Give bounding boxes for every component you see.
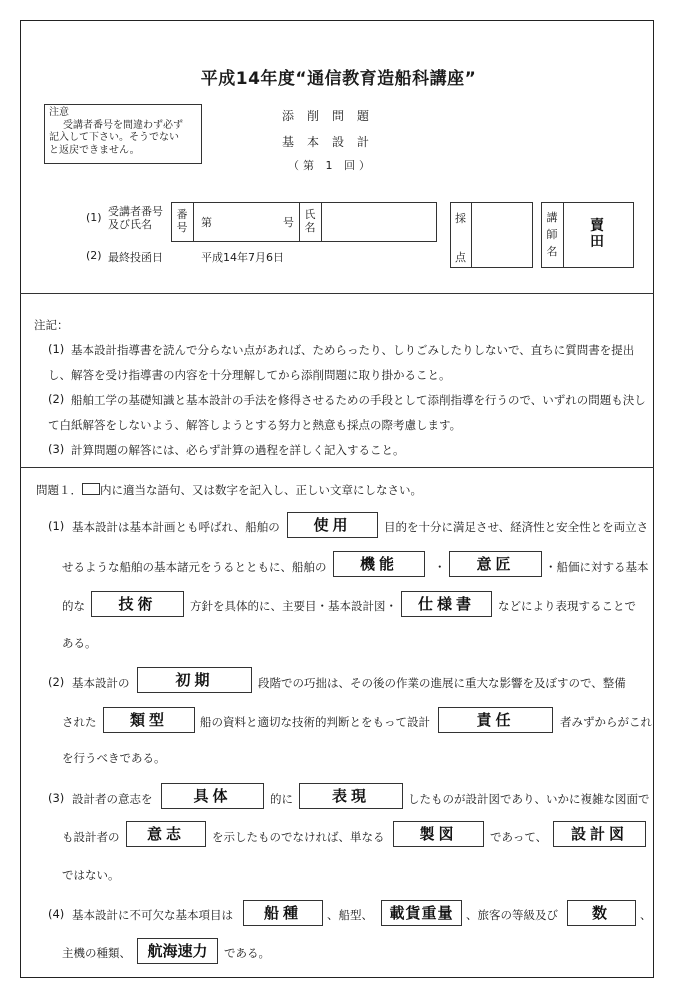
problem-number: 問題１． bbox=[36, 483, 82, 497]
q2-num: (2) bbox=[48, 675, 65, 689]
problem-instruction: 内に適当な語句、又は数字を記入し、正しい文章にしなさい。 bbox=[100, 483, 422, 497]
q3-text-6: であって、 bbox=[490, 830, 548, 844]
item1-num: (1) bbox=[86, 211, 102, 224]
deadline-date: 平成14年7月6日 bbox=[201, 251, 284, 264]
assignment-round: （第 1 回） bbox=[288, 159, 374, 172]
notice-box bbox=[44, 104, 202, 164]
problem-heading bbox=[36, 482, 422, 498]
divider bbox=[299, 202, 300, 242]
dai-label: 第 bbox=[201, 216, 212, 229]
note-3-num: (3) bbox=[48, 442, 65, 456]
q4-answer-1[interactable]: 船種 bbox=[243, 900, 323, 926]
note-1-line-b: し、解答を受け指導書の内容を十分理解してから添削問題に取り掛かること。 bbox=[48, 368, 451, 382]
page-title: 平成14年度“通信教育造船科講座” bbox=[200, 69, 477, 89]
item2-label: 最終投函日 bbox=[108, 251, 163, 264]
q2-answer-3[interactable]: 責任 bbox=[438, 707, 553, 733]
q3-answer-4[interactable]: 製図 bbox=[393, 821, 484, 847]
q4-text-1: 基本設計に不可欠な基本項目は bbox=[72, 908, 233, 922]
q1-text-3: せるような船舶の基本諸元をうるとともに、船舶の bbox=[62, 560, 327, 574]
q1-answer-1[interactable]: 使用 bbox=[287, 512, 378, 538]
q2-text-5: 者みずからがこれ bbox=[560, 715, 652, 729]
q1-text-8: などにより表現することで bbox=[498, 599, 636, 613]
note-1-line-a: 基本設計指導書を読んで分らない点があれば、ためらったり、しりごみしたりしないで、直ちに質問書を提出 bbox=[71, 343, 635, 357]
q2-text-4: 船の資料と適切な技術的判断とをもって設計 bbox=[200, 715, 430, 729]
item1-label bbox=[108, 205, 163, 231]
q1-answer-2[interactable]: 機能 bbox=[333, 551, 425, 577]
q1-text-6: 的な bbox=[62, 599, 85, 613]
q4-text-3: 、旅客の等級及び bbox=[466, 908, 558, 922]
student-name-field[interactable] bbox=[326, 206, 432, 238]
q3-answer-3[interactable]: 意志 bbox=[126, 821, 206, 847]
q2-text-6: を行うべきである。 bbox=[62, 751, 166, 765]
q4-answer-3[interactable]: 数 bbox=[567, 900, 636, 926]
q4-text-6: である。 bbox=[224, 946, 270, 960]
q1-text-9: ある。 bbox=[62, 636, 97, 650]
note-1-num: (1) bbox=[48, 342, 65, 356]
q1-answer-5[interactable]: 仕様書 bbox=[401, 591, 492, 617]
item1-label-a: 受講者番号 bbox=[108, 205, 163, 218]
q1-text-7: 方針を具体的に、主要目・基本設計図・ bbox=[190, 599, 397, 613]
q3-answer-1[interactable]: 具体 bbox=[161, 783, 264, 809]
q2-text-3: された bbox=[62, 715, 97, 729]
q3-text-3: したものが設計図であり、いかに複雑な図面で bbox=[408, 792, 650, 806]
divider bbox=[321, 202, 322, 242]
note-2-num: (2) bbox=[48, 392, 65, 406]
instructor-name: 賣田 bbox=[590, 218, 604, 250]
q3-num: (3) bbox=[48, 791, 65, 805]
q4-text-2: 、船型、 bbox=[327, 908, 373, 922]
number-label: 番号 bbox=[176, 208, 188, 234]
q1-text-5: ・船価に対する基本 bbox=[545, 560, 649, 574]
student-number-field[interactable] bbox=[228, 208, 280, 234]
notice-heading: 注意 bbox=[49, 107, 69, 118]
divider bbox=[471, 202, 472, 268]
q4-answer-2[interactable]: 載貨重量 bbox=[381, 900, 462, 926]
notice-line-3: と返戻できません。 bbox=[49, 144, 140, 156]
q4-num: (4) bbox=[48, 907, 65, 921]
q2-text-2: 段階での巧拙は、その後の作業の進展に重大な影響を及ぼすので、整備 bbox=[258, 676, 626, 690]
q3-text-7: ではない。 bbox=[62, 868, 120, 882]
score-label-b: 点 bbox=[455, 251, 466, 264]
note-3: 計算問題の解答には、必らず計算の過程を詳しく記入すること。 bbox=[71, 443, 405, 457]
notice-line-1: 受講者番号を間違わず必ず bbox=[63, 119, 183, 131]
note-2-line-b: て白紙解答をしないよう、解答しようとする努力と熱意も採点の際考慮します。 bbox=[48, 418, 462, 432]
q3-text-2: 的に bbox=[270, 792, 293, 806]
assignment-type: 添削問題 bbox=[282, 109, 383, 123]
note-2-line-a: 船舶工学の基礎知識と基本設計の手法を修得させるための手段として添削指導を行うので、いずれの問題も決し bbox=[71, 393, 646, 407]
divider bbox=[563, 202, 564, 268]
q3-answer-5[interactable]: 設計図 bbox=[553, 821, 646, 847]
q2-text-1: 基本設計の bbox=[72, 676, 130, 690]
q2-answer-2[interactable]: 類型 bbox=[103, 707, 195, 733]
blank-box-icon bbox=[82, 483, 100, 495]
score-label-a: 採 bbox=[455, 212, 466, 225]
q3-answer-2[interactable]: 表現 bbox=[299, 783, 403, 809]
q4-text-4: 、 bbox=[640, 908, 652, 922]
q4-answer-4[interactable]: 航海速力 bbox=[137, 938, 218, 964]
q2-answer-1[interactable]: 初期 bbox=[137, 667, 252, 693]
q1-text-2: 目的を十分に満足させ、経済性と安全性とを両立さ bbox=[384, 520, 649, 534]
divider bbox=[193, 202, 194, 242]
q1-text-1: 基本設計は基本計画とも呼ばれ、船舶の bbox=[72, 520, 280, 534]
item2-num: (2) bbox=[86, 249, 102, 262]
q3-text-4: も設計者の bbox=[62, 830, 120, 844]
instructor-label: 講師名 bbox=[546, 211, 558, 258]
notice-line-2: 記入して下さい。そうでない bbox=[49, 132, 179, 143]
item1-label-b: 及び氏名 bbox=[108, 218, 152, 231]
q1-answer-3[interactable]: 意匠 bbox=[449, 551, 542, 577]
q1-num: (1) bbox=[48, 519, 65, 533]
q1-text-4: ・ bbox=[434, 560, 446, 574]
section-divider bbox=[20, 293, 654, 294]
notes-heading: 注記： bbox=[34, 318, 69, 332]
name-label: 氏名 bbox=[304, 208, 316, 234]
q4-text-5: 主機の種類、 bbox=[62, 946, 131, 960]
q3-text-1: 設計者の意志を bbox=[72, 792, 153, 806]
section-divider bbox=[20, 467, 654, 468]
go-label: 号 bbox=[283, 216, 294, 229]
q3-text-5: を示したものでなければ、単なる bbox=[212, 830, 385, 844]
assignment-subject: 基本設計 bbox=[282, 135, 383, 149]
q1-answer-4[interactable]: 技術 bbox=[91, 591, 184, 617]
